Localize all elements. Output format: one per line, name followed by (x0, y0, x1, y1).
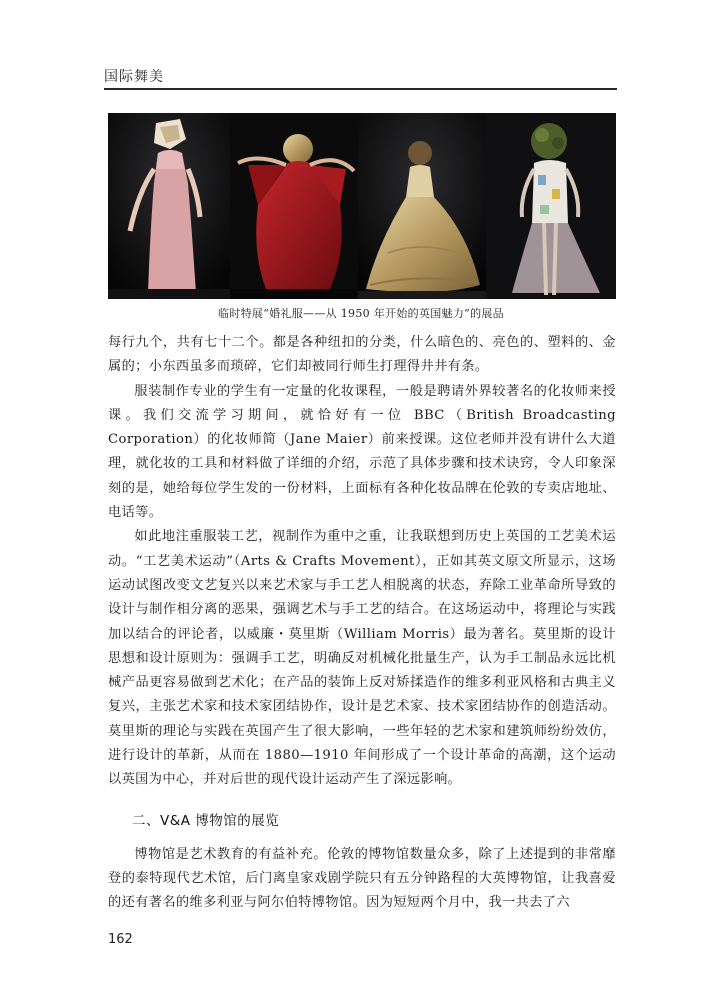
mannequin-red-gown (230, 113, 358, 299)
mannequin-patterned-dress (486, 113, 616, 299)
exhibit-photo (108, 113, 616, 299)
body-text (108, 331, 616, 916)
paragraph: 博物馆是艺术教育的有益补充。伦敦的博物馆数量众多，除了上述提到的非常靡登的泰特现代艺术馆，后门离皇家戏剧学院只有五分钟路程的大英博物馆，让我喜爱的还有著名的维多利亚与阿尔伯特博物馆。因为短短两个月中，我一共去了六 (108, 846, 616, 911)
paragraph: 如此地注重服装工艺，视制作为重中之重，让我联想到历史上英国的工艺美术运动。“工艺美术运动”（Arts & Crafts Movement），正如其英文原文所显示，这场运动试图改变文艺复兴以来艺术家与手工艺人相脱离的状态，弃除工业革命所导致的设计与制作相分离的恶果，强调艺术与手工艺的结合。在这场运动中，将理论与实践加以结合的评论者，以威廉・莫里斯（William Morris）最为著名。莫里斯的设计思想和设计原则为：强调手工艺，明确反对机械化批量生产，认为手工制品永远比机械产品更容易做到艺术化；在产品的装饰上反对矫揉造作的维多利亚风格和古典主义复兴，主张艺术家和技术家团结协作，设计是艺术家、技术家团结协作的创造活动。莫里斯的理论与实践在英国产生了很大影响，一些年轻的艺术家和建筑师纷纷效仿，进行设计的革新，从而在 1880—1910 年间形成了一个设计革命的高潮，这个运动以英国为中心，并对后世的现代设计运动产生了深远影响。 (108, 529, 616, 788)
page-number: 162 (108, 932, 133, 947)
paragraph: 服装制作专业的学生有一定量的化妆课程，一般是聘请外界较著名的化妆师来授课。我们交流学习期间，就恰好有一位 BBC（British Broadcasting Corporation）的化妆师简（Jane Maier）前来授课。这位老师并没有讲什么大道理，就化妆的工具和材料做了详细的介绍，示范了具体步骤和技术诀窍，令人印象深刻的是，她给每位学生发的一份材料，上面标有各种化妆品牌在伦敦的专卖店地址、电话等。 (108, 383, 616, 521)
running-head-title: 国际舞美 (104, 69, 164, 85)
mannequin-gold-ballgown (358, 113, 486, 299)
section-heading: 二、V&A 博物馆的展览 (132, 812, 280, 829)
mannequin-pink-dress (108, 113, 230, 299)
header-rule (104, 88, 617, 90)
paragraph: 每行九个，共有七十二个。都是各种纽扣的分类，什么暗色的、亮色的、塑料的、金属的；小东西虽多而琐碎，它们却被同行师生打理得井井有条。 (108, 335, 616, 375)
figure-caption: 临时特展“婚礼服——从 1950 年开始的英国魅力”的展品 (218, 307, 504, 320)
